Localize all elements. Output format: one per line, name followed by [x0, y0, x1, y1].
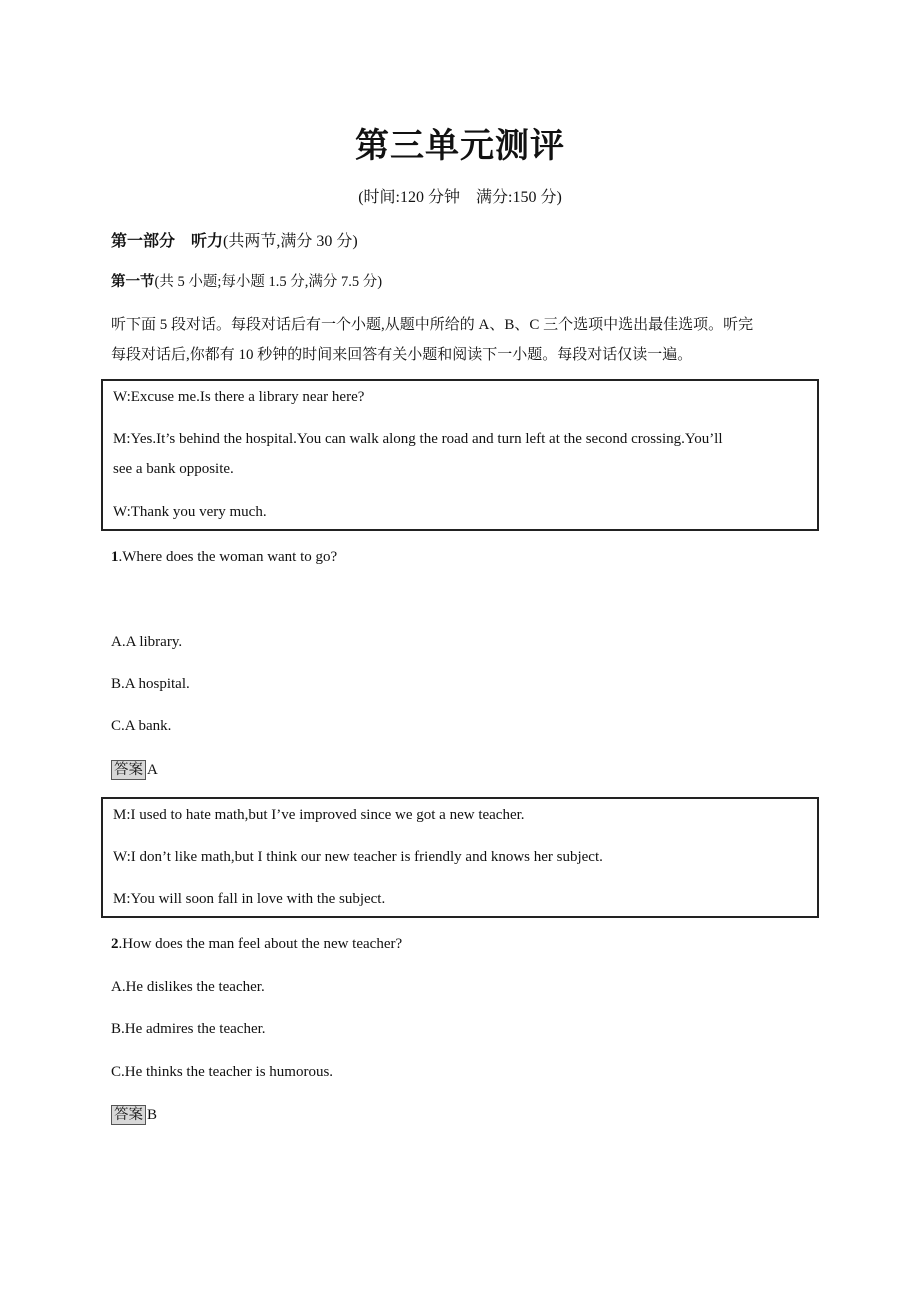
option-a: A.A library.: [111, 634, 183, 650]
instruction-line: 每段对话后,你都有 10 秒钟的时间来回答有关小题和阅读下一小题。每段对话仅读一遍。: [111, 347, 693, 363]
part-detail: (共两节,满分 30 分): [223, 233, 358, 250]
dialogue-line: M:I used to hate math,but I’ve improved since we got a new teacher.: [113, 807, 525, 823]
dialogue-line: M:Yes.It’s behind the hospital.You can walk along the road and turn left at the second crossing.You’ll: [113, 431, 723, 447]
question-text: .Where does the woman want to go?: [118, 549, 338, 565]
dialogue-line: M:You will soon fall in love with the subject.: [113, 891, 386, 907]
question-number: 2: [111, 936, 119, 952]
dialogue-line: W:Excuse me.Is there a library near here?: [113, 389, 365, 405]
part-label: 第一部分 听力: [111, 231, 224, 250]
dialogue-box: [101, 379, 819, 531]
section-detail: (共 5 小题;每小题 1.5 分,满分 7.5 分): [154, 274, 383, 290]
dialogue-line: W:I don’t like math,but I think our new teacher is friendly and knows her subject.: [113, 849, 603, 865]
option-b: B.A hospital.: [111, 676, 190, 692]
question-stem: [111, 936, 402, 953]
section-heading: [111, 270, 382, 291]
answer-value: B: [147, 1107, 158, 1123]
instruction-line: 听下面 5 段对话。每段对话后有一个小题,从题中所给的 A、B、C 三个选项中选出最佳选项。听完: [111, 317, 754, 333]
question-text: .How does the man feel about the new teacher?: [118, 936, 403, 952]
option-b: B.He admires the teacher.: [111, 1021, 266, 1037]
section-label: 第一节: [111, 274, 155, 290]
question-number: 1: [111, 549, 119, 565]
option-a: A.He dislikes the teacher.: [111, 979, 265, 995]
answer-value: A: [147, 762, 158, 778]
option-c: C.A bank.: [111, 718, 172, 734]
question-stem: [111, 549, 337, 566]
option-c: C.He thinks the teacher is humorous.: [111, 1064, 334, 1080]
dialogue-line: W:Thank you very much.: [113, 504, 267, 520]
dialogue-box: [101, 797, 819, 918]
part-heading: [111, 228, 358, 251]
answer-line: [111, 1105, 157, 1125]
exam-meta: (时间:120 分钟 满分:150 分): [358, 189, 562, 206]
answer-tag: 答案: [111, 1105, 146, 1125]
answer-line: [111, 760, 158, 780]
answer-tag: 答案: [111, 760, 146, 780]
dialogue-line: see a bank opposite.: [113, 461, 234, 477]
page-title: 第三单元测评: [355, 126, 565, 166]
